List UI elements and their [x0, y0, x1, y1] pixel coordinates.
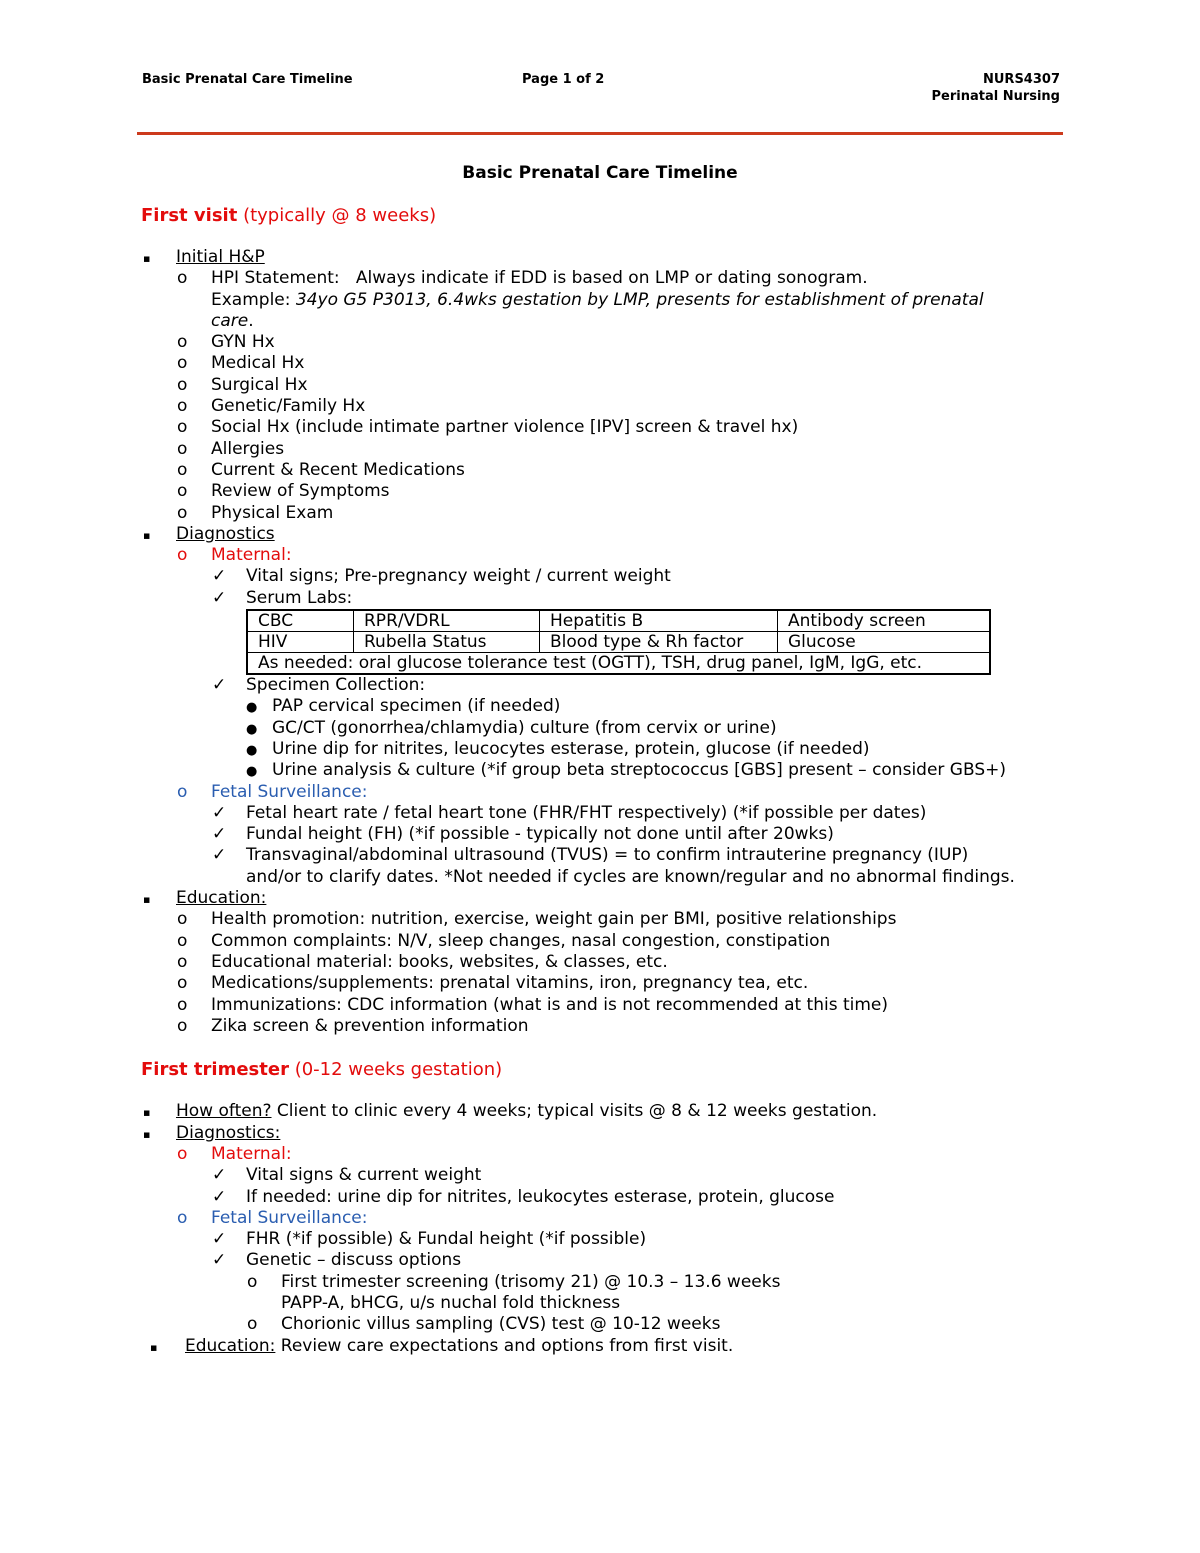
square-bullet-icon: ▪ [143, 893, 151, 907]
education-item: Common complaints: N/V, sleep changes, nasal congestion, constipation [211, 930, 831, 951]
first-trimester-heading [141, 1058, 1071, 1082]
circle-bullet-icon: o [247, 1314, 258, 1335]
list-item [141, 952, 1071, 973]
list-item [141, 973, 1071, 994]
page-title: Basic Prenatal Care Timeline [462, 163, 738, 183]
dot-bullet-icon: ● [246, 721, 258, 737]
first-visit-note: (typically @ 8 weeks) [243, 205, 437, 226]
list-item [141, 1165, 1071, 1186]
list-item [141, 481, 1071, 502]
table-cell: Hepatitis B [540, 610, 778, 632]
check-icon: ✓ [212, 845, 227, 866]
circle-bullet-icon: o [177, 1015, 188, 1036]
list-item [141, 1272, 1071, 1293]
check-icon: ✓ [212, 824, 227, 845]
header-divider [137, 132, 1063, 135]
specimen-item: PAP cervical specimen (if needed) [272, 696, 561, 717]
list-item [141, 268, 1071, 289]
specimen-label: Specimen Collection: [246, 675, 426, 696]
fetal-surveillance-label: Fetal Surveillance: [211, 781, 368, 802]
square-bullet-icon: ▪ [143, 1106, 151, 1120]
fetal-surveillance-label: Fetal Surveillance: [211, 1207, 368, 1228]
list-item [141, 803, 1071, 824]
first-trimester-title: First trimester [141, 1059, 289, 1081]
list-item [141, 566, 1071, 587]
header-course-code: NURS4307 [983, 72, 1060, 87]
check-icon: ✓ [212, 675, 227, 696]
list-item [141, 845, 1071, 866]
table-cell: Blood type & Rh factor [540, 632, 778, 653]
education-text: Review care expectations and options from first visit. [280, 1335, 734, 1356]
list-item-continuation [141, 1293, 1071, 1314]
circle-bullet-icon: o [177, 909, 188, 930]
circle-bullet-icon: o [177, 1207, 188, 1228]
maternal-label: Maternal: [211, 545, 292, 566]
specimen-item: Urine analysis & culture (*if group beta streptococcus [GBS] present – consider GBS+) [272, 760, 1007, 781]
list-item [141, 460, 1071, 481]
education-item: Zika screen & prevention information [211, 1015, 529, 1036]
table-row [247, 610, 990, 632]
list-item-continuation [141, 867, 1071, 888]
circle-bullet-icon: o [177, 438, 188, 459]
check-icon: ✓ [212, 587, 227, 608]
serum-labs-table [246, 609, 991, 675]
check-icon: ✓ [212, 1186, 227, 1207]
circle-bullet-icon: o [177, 973, 188, 994]
circle-bullet-icon: o [177, 994, 188, 1015]
header-course-name: Perinatal Nursing [931, 89, 1060, 104]
genetic-item: Chorionic villus sampling (CVS) test @ 10-12 weeks [281, 1314, 721, 1335]
genetic-item: First trimester screening (trisomy 21) @ 10.3 – 13.6 weeks [281, 1271, 781, 1292]
specimen-item: Urine dip for nitrites, leucocytes esterase, protein, glucose (if needed) [272, 738, 870, 759]
example-text: 34yo G5 P3013, 6.4wks gestation by LMP, presents for establishment of prenatal [295, 289, 984, 310]
list-item [141, 417, 1071, 438]
square-bullet-icon: ▪ [150, 1340, 158, 1354]
list-item [141, 1123, 1071, 1144]
list-item [141, 760, 1071, 781]
list-item [141, 588, 1071, 609]
fetal-item: Transvaginal/abdominal ultrasound (TVUS) = to confirm intrauterine pregnancy (IUP) [246, 845, 969, 866]
circle-bullet-icon: o [177, 481, 188, 502]
list-item-continuation: care. [211, 310, 254, 331]
table-cell: Rubella Status [354, 632, 540, 653]
table-cell: RPR/VDRL [354, 610, 540, 632]
list-item [141, 824, 1071, 845]
education-item: Immunizations: CDC information (what is and is not recommended at this time) [211, 994, 889, 1015]
table-cell: Glucose [778, 632, 991, 653]
square-bullet-icon: ▪ [143, 528, 151, 542]
circle-bullet-icon: o [177, 374, 188, 395]
list-item [141, 353, 1071, 374]
first-visit-heading [141, 204, 1071, 228]
circle-bullet-icon: o [177, 396, 188, 417]
check-icon: ✓ [212, 1229, 227, 1250]
square-bullet-icon: ▪ [143, 1127, 151, 1141]
list-item [141, 524, 1071, 545]
list-item [141, 503, 1071, 524]
education-label: Education: [185, 1335, 276, 1356]
table-cell: CBC [247, 610, 354, 632]
maternal-label: Maternal: [211, 1143, 292, 1164]
square-bullet-icon: ▪ [143, 252, 151, 265]
list-item [141, 696, 1071, 717]
check-icon: ✓ [212, 1250, 227, 1271]
list-item [141, 1187, 1071, 1208]
hp-item: Medical Hx [211, 353, 305, 374]
specimen-item: GC/CT (gonorrhea/chlamydia) culture (from cervix or urine) [272, 717, 777, 738]
check-icon: ✓ [212, 802, 227, 823]
header-doc-title: Basic Prenatal Care Timeline [142, 72, 353, 87]
hp-item: Allergies [211, 438, 285, 459]
list-item [141, 1101, 1071, 1122]
dot-bullet-icon: ● [246, 700, 258, 716]
circle-bullet-icon: o [177, 459, 188, 480]
list-item [141, 718, 1071, 739]
fetal-item: Genetic – discuss options [246, 1250, 462, 1271]
initial-hp-label: Initial H&P [176, 247, 265, 267]
diagnostics-label: Diagnostics [176, 523, 275, 544]
circle-bullet-icon: o [177, 332, 188, 353]
fetal-item: Fundal height (FH) (*if possible - typically not done until after 20wks) [246, 824, 834, 845]
hp-item: GYN Hx [211, 332, 275, 353]
circle-bullet-icon: o [177, 545, 188, 566]
list-item [141, 739, 1071, 760]
list-item [141, 931, 1071, 952]
hp-item: Surgical Hx [211, 374, 308, 395]
serum-labs-label: Serum Labs: [246, 587, 353, 608]
genetic-item-cont: PAPP-A, bHCG, u/s nuchal fold thickness [281, 1293, 621, 1314]
circle-bullet-icon: o [177, 930, 188, 951]
circle-bullet-icon: o [177, 417, 188, 438]
list-item [141, 1250, 1071, 1271]
list-item [141, 888, 1071, 909]
circle-bullet-icon: o [177, 502, 188, 523]
list-item [141, 675, 1071, 696]
education-item: Health promotion: nutrition, exercise, weight gain per BMI, positive relationships [211, 909, 897, 930]
example-label: Example: [211, 289, 291, 310]
list-item [141, 1208, 1071, 1229]
list-item [141, 375, 1071, 396]
circle-bullet-icon: o [177, 951, 188, 972]
list-item [141, 995, 1071, 1016]
list-item [141, 332, 1071, 353]
list-item [141, 247, 1071, 268]
fetal-item-cont: and/or to clarify dates. *Not needed if cycles are known/regular and no abnormal findings. [246, 866, 1015, 887]
circle-bullet-icon: o [177, 268, 188, 289]
table-cell: HIV [247, 632, 354, 653]
how-often-text: Client to clinic every 4 weeks; typical visits @ 8 & 12 weeks gestation. [276, 1101, 878, 1122]
hp-item: Genetic/Family Hx [211, 396, 366, 417]
education-item: Educational material: books, websites, & classes, etc. [211, 951, 668, 972]
education-item: Medications/supplements: prenatal vitamins, iron, pregnancy tea, etc. [211, 973, 809, 994]
fetal-item: Fetal heart rate / fetal heart tone (FHR/FHT respectively) (*if possible per dates) [246, 802, 927, 823]
hp-item: Current & Recent Medications [211, 459, 465, 480]
maternal-item: If needed: urine dip for nitrites, leukocytes esterase, protein, glucose [246, 1186, 835, 1207]
first-visit-title: First visit [141, 205, 238, 226]
list-item [141, 1314, 1071, 1335]
hpi-label: HPI Statement: [211, 268, 340, 289]
header-page-number: Page 1 of 2 [522, 72, 605, 87]
hp-item: Social Hx (include intimate partner violence [IPV] screen & travel hx) [211, 417, 799, 438]
first-trimester-note: (0-12 weeks gestation) [294, 1059, 503, 1081]
list-item [141, 782, 1071, 803]
circle-bullet-icon: o [177, 353, 188, 374]
document-body [141, 204, 1071, 1357]
example-text-cont: care [211, 310, 249, 331]
list-item [141, 439, 1071, 460]
how-often-label: How often? [176, 1101, 272, 1122]
dot-bullet-icon: ● [246, 742, 258, 758]
table-row [247, 632, 990, 653]
diagnostics-label: Diagnostics: [176, 1122, 281, 1143]
circle-bullet-icon: o [177, 1143, 188, 1164]
table-row [247, 653, 990, 675]
maternal-item: Vital signs & current weight [246, 1165, 482, 1186]
fetal-item: FHR (*if possible) & Fundal height (*if possible) [246, 1229, 647, 1250]
list-item [141, 1229, 1071, 1250]
hp-item: Physical Exam [211, 502, 334, 523]
education-label: Education: [176, 888, 267, 909]
list-item [141, 1016, 1071, 1037]
table-cell: As needed: oral glucose tolerance test (OGTT), TSH, drug panel, IgM, IgG, etc. [247, 653, 990, 675]
list-item [141, 909, 1071, 930]
dot-bullet-icon: ● [246, 764, 258, 780]
list-item [141, 545, 1071, 566]
list-item [141, 1336, 1071, 1357]
table-cell: Antibody screen [778, 610, 991, 632]
hpi-text: Always indicate if EDD is based on LMP or dating sonogram. [355, 268, 868, 289]
list-item [141, 1144, 1071, 1165]
list-item [141, 396, 1071, 417]
check-icon: ✓ [212, 1165, 227, 1186]
hp-item: Review of Symptoms [211, 481, 390, 502]
circle-bullet-icon: o [247, 1271, 258, 1292]
check-icon: ✓ [212, 566, 227, 587]
list-item-continuation [141, 290, 1071, 311]
header-course [931, 71, 1060, 105]
circle-bullet-icon: o [177, 781, 188, 802]
vitals-item: Vital signs; Pre-pregnancy weight / current weight [246, 566, 671, 587]
